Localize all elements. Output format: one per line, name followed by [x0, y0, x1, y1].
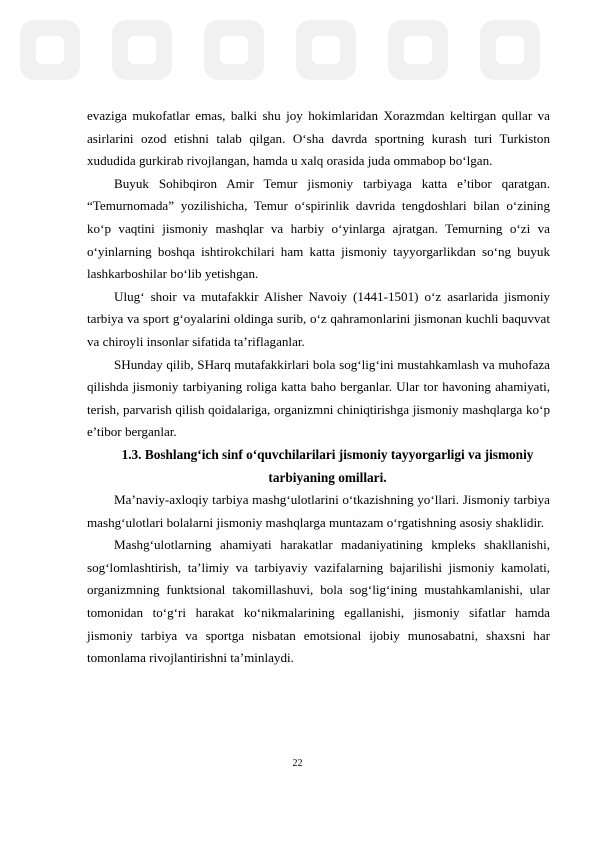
page-number: 22: [292, 758, 303, 769]
paragraph-sharq-mutafakkirlari: SHunday qilib, SHarq mutafakkirlari bola sog‘lig‘ini mustahkamlash va muhofaza qilishda jismoniy tarbiyaning roliga katta baho berganlar. Ular tor havoning ahamiyati, terish, parvarish qilish qoidalariga, organizmni chiniqtirishga jismoniy mashqlarga ko‘p e’tibor berganlar.: [87, 356, 550, 440]
document-body: [87, 105, 550, 670]
section-heading: 1.3. Boshlang‘ich sinf o‘quvchilarilari jismoniy tayyorgarligi va jismoniy tarbiyaning omillari.: [121, 446, 534, 485]
paragraph-manaviy-axloqiy: Ma’naviy-axloqiy tarbiya mashg‘ulotlarini o‘tkazishning yo‘llari. Jismoniy tarbiya mashg‘ulotlari bolalarni jismoniy mashqlarga muntazam o‘rgatishning asosiy shaklidir.: [87, 492, 550, 530]
paragraph-alisher-navoiy: Ulug‘ shoir va mutafakkir Alisher Navoiy (1441-1501) o‘z asarlarida jismoniy tarbiya va sport g‘oyalarini oldinga surib, o‘z qahramonlarini jismonan kuchli baquvvat va chiroyli insonlar sifatida ta’riflaganlar.: [87, 288, 550, 349]
paragraph-continued: evaziga mukofatlar emas, balki shu joy hokimlaridan Xorazmdan keltirgan qullar va asirlarini ozod etishni talab qilgan. O‘sha davrda sportning kurash turi Turkiston xududida gurkirab rivojlangan, hamda u xalq orasida juda ommabop bo‘lgan.: [87, 108, 550, 169]
paragraph-mashgulotlar-ahamiyati: Mashg‘ulotlarning ahamiyati harakatlar madaniyatining kmpleks shakllanishi, sog‘lomlashtirish, ta’limiy va tarbiyaviy vazifalarning bajarilishi jismoniy kamolati, organizmning funktsional takomillashuvi, bola sog‘lig‘ining mustahkamlanishi, ular tomonidan to‘g‘ri harakat ko‘nikmalarining egallanishi, jismoniy sifatlar hamda jismoniy tarbiya va sportga nisbatan emotsional ijobiy munosabatni, shaxsni har tomonlama rivojlantirishni ta’minlaydi.: [87, 537, 550, 666]
paragraph-amir-temur: Buyuk Sohibqiron Amir Temur jismoniy tarbiyaga katta e’tibor qaratgan. “Temurnomada” yozilishicha, Temur o‘spirinlik davrida tengdoshlari bilan o‘zining ko‘p vaqtini jismoniy mashqlar va harbiy o‘yinlarga ajratgan. Temurning o‘zi va o‘yinlarning boshqa ishtirokchilari ham katta jismoniy tayyorgarlikdan so‘ng buyuk lashkarboshilar bo‘lib yetishgan.: [87, 175, 550, 282]
